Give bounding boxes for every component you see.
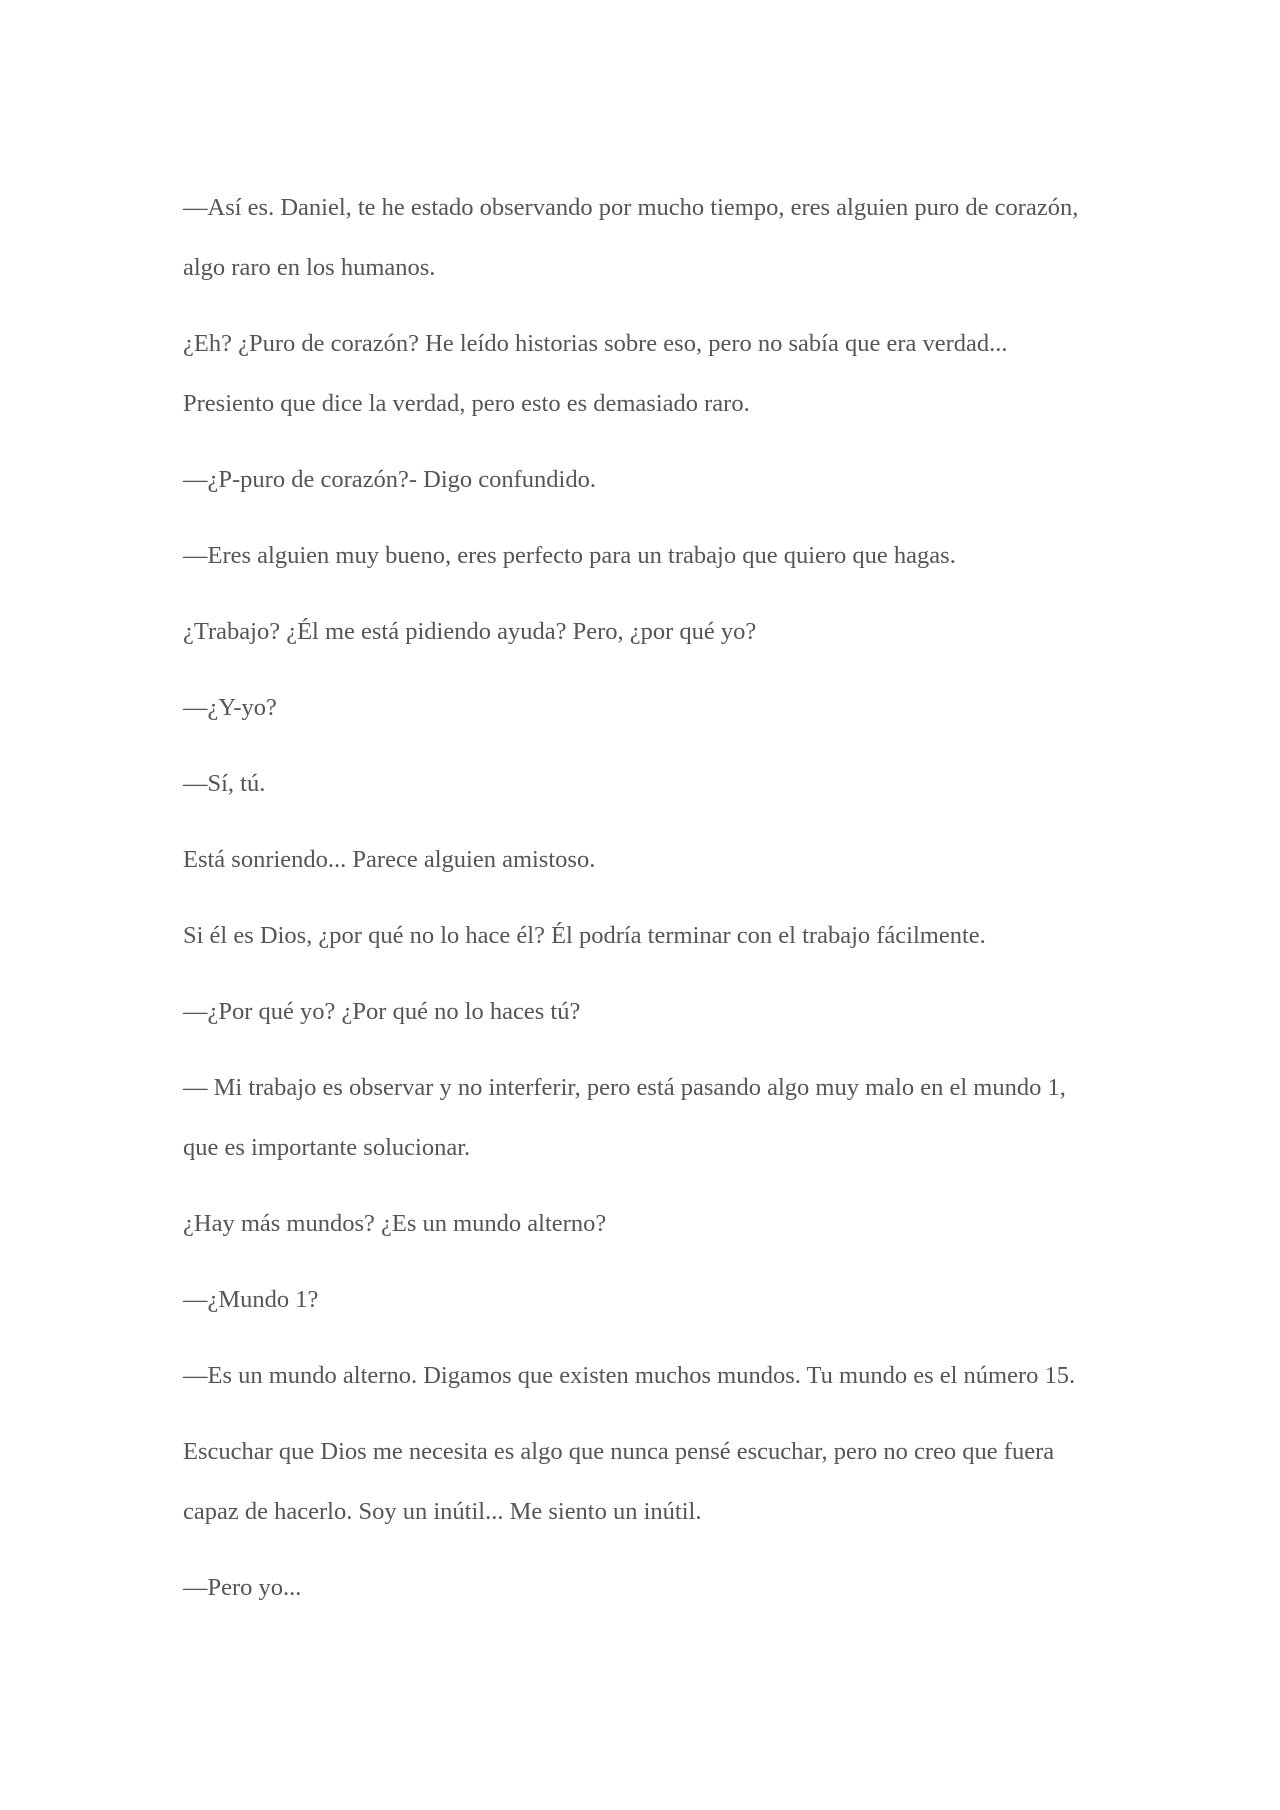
paragraph: —¿P-puro de corazón?- Digo confundido. [183,466,596,493]
paragraph: —¿Y-yo? [183,694,277,721]
paragraph: —Sí, tú. [183,770,266,797]
paragraph: —Así es. Daniel, te he estado observando por mucho tiempo, eres alguien puro de corazón, algo raro en los humanos. [183,194,1079,281]
paragraph: Escuchar que Dios me necesita es algo que nunca pensé escuchar, pero no creo que fuera capaz de hacerlo. Soy un inútil... Me siento un inútil. [183,1438,1055,1525]
paragraph: ¿Trabajo? ¿Él me está pidiendo ayuda? Pero, ¿por qué yo? [183,618,757,645]
paragraph: —Es un mundo alterno. Digamos que existen muchos mundos. Tu mundo es el número 15. [183,1362,1076,1389]
document-page [183,178,1103,1634]
paragraph: — Mi trabajo es observar y no interferir, pero está pasando algo muy malo en el mundo 1, que es importante solucionar. [183,1074,1066,1161]
paragraph: Está sonriendo... Parece alguien amistoso. [183,846,596,873]
paragraph: —¿Por qué yo? ¿Por qué no lo haces tú? [183,998,581,1025]
paragraph: —¿Mundo 1? [183,1286,319,1313]
paragraph: —Pero yo... [183,1574,302,1601]
paragraph: —Eres alguien muy bueno, eres perfecto para un trabajo que quiero que hagas. [183,542,956,569]
paragraph: ¿Eh? ¿Puro de corazón? He leído historias sobre eso, pero no sabía que era verdad... Presiento que dice la verdad, pero esto es demasiado raro. [183,330,1008,417]
paragraph: Si él es Dios, ¿por qué no lo hace él? Él podría terminar con el trabajo fácilmente. [183,922,986,949]
paragraph: ¿Hay más mundos? ¿Es un mundo alterno? [183,1210,607,1237]
